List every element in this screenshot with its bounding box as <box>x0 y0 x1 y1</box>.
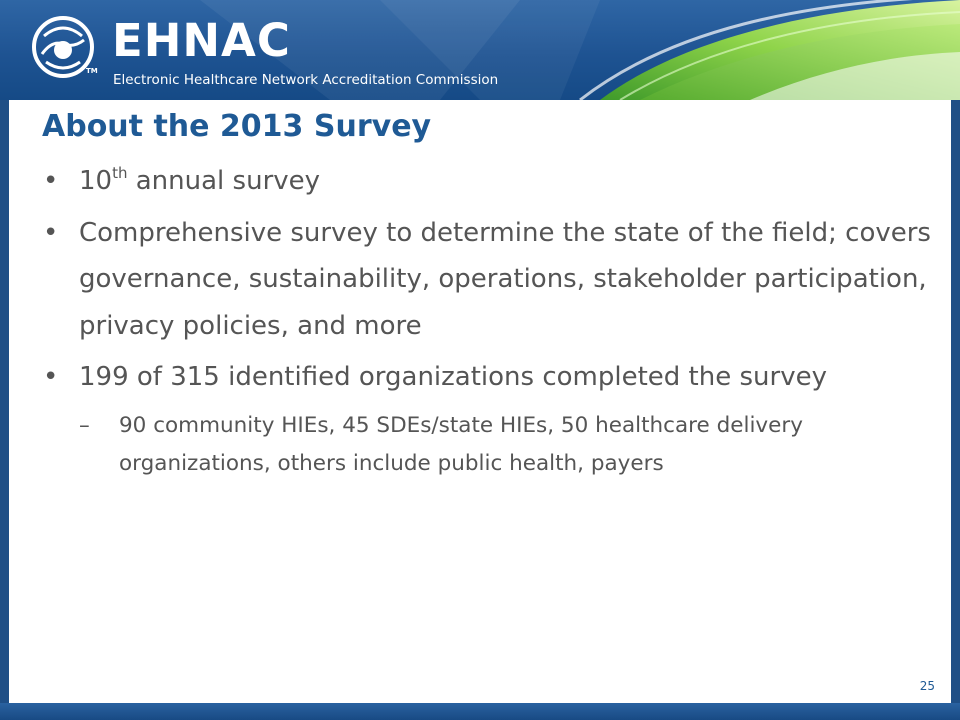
bullet-text: Comprehensive survey to determine the state of the field; covers governance, sustainability, operations, stakeholder participation, privacy policies, and more <box>79 217 931 341</box>
sub-bullet-list <box>79 407 933 483</box>
sub-bullet-organization-breakdown <box>79 407 933 483</box>
trademark-symbol: TM <box>86 67 98 75</box>
bullet-text-number: 10 <box>79 166 113 196</box>
page-number: 25 <box>919 679 935 693</box>
brand-name: EHNAC <box>112 14 291 67</box>
sub-bullet-text: 90 community HIEs, 45 SDEs/state HIEs, 50 healthcare delivery organizations, others include public health, payers <box>119 412 803 476</box>
brand-subtitle: Electronic Healthcare Network Accreditation Commission <box>113 72 499 88</box>
bullet-organizations-completed <box>43 354 933 483</box>
slide-title: About the 2013 Survey <box>42 109 432 144</box>
bullet-text: 199 of 315 identified organizations completed the survey <box>79 362 827 392</box>
bullet-marker: • <box>43 166 59 196</box>
bullet-comprehensive-survey <box>43 210 933 350</box>
header-banner <box>0 0 960 100</box>
bullet-marker: • <box>43 217 59 248</box>
bullet-text-rest: annual survey <box>127 166 321 196</box>
sub-bullet-marker: – <box>79 412 90 438</box>
ordinal-superscript: th <box>112 164 128 182</box>
bullet-annual-survey <box>43 158 933 205</box>
bullet-marker: • <box>43 362 59 392</box>
footer-bar <box>0 703 960 720</box>
green-swoosh-icon <box>560 0 960 100</box>
bullet-list <box>43 158 933 488</box>
content-panel <box>9 100 951 703</box>
